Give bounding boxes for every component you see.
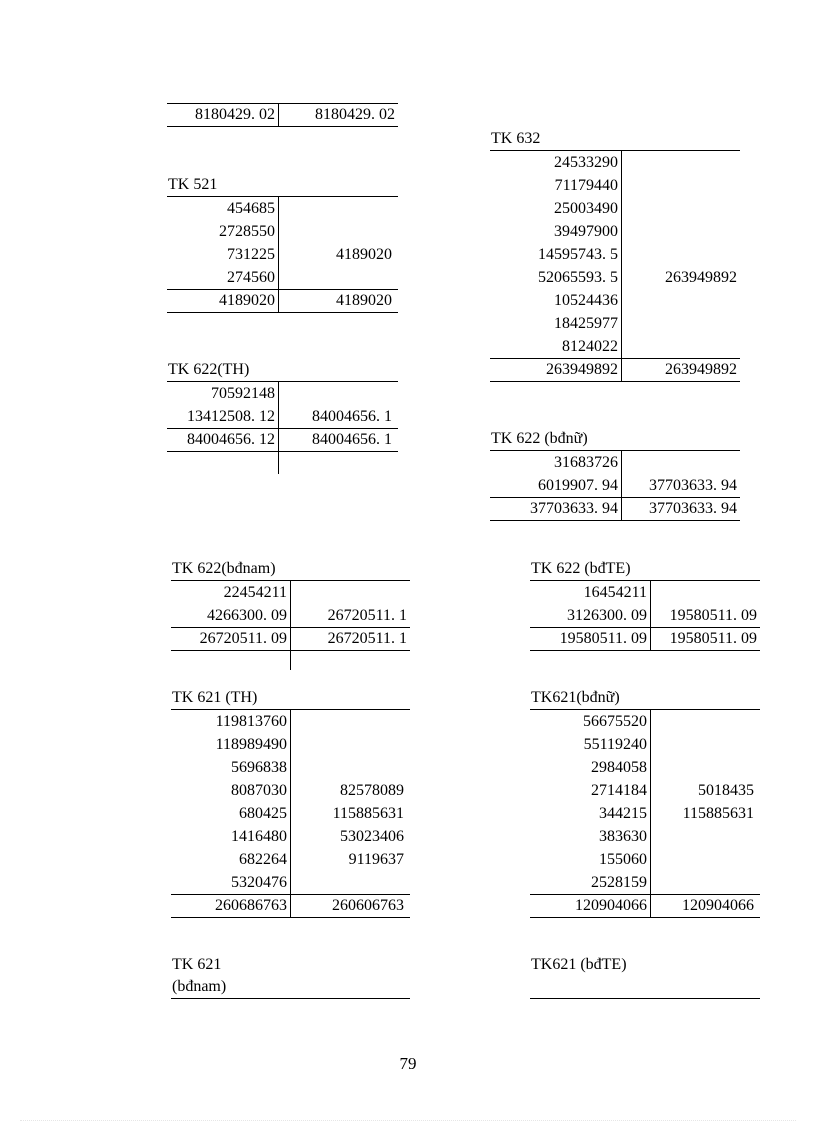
t-account-tail xyxy=(290,650,291,670)
credit-entry: 26720511. 1 xyxy=(327,607,407,624)
account-title: TK 622(bđnam) xyxy=(171,558,410,581)
credit-entry: 5018435 xyxy=(698,782,754,799)
account-title: TK 632 xyxy=(490,128,740,151)
debit-entry: 55119240 xyxy=(583,736,647,753)
page-edge-divider xyxy=(20,1120,796,1121)
debit-total: 37703633. 94 xyxy=(530,500,618,517)
debit-entry: 6019907. 94 xyxy=(538,477,618,494)
debit-entry: 383630 xyxy=(599,828,647,845)
account-tk621-bdnu xyxy=(530,687,760,918)
debit-total: 260686763 xyxy=(215,897,287,914)
debit-entry: 1416480 xyxy=(231,828,287,845)
credit-entry: 9119637 xyxy=(348,851,404,868)
credit-total: 263949892 xyxy=(665,361,737,378)
debit-entry: 39497900 xyxy=(554,223,618,240)
debit-entry: 344215 xyxy=(599,805,647,822)
account-tk521 xyxy=(167,174,398,313)
account-tk632 xyxy=(490,128,740,382)
credit-total: 26720511. 1 xyxy=(327,630,407,647)
account-tk621-th xyxy=(171,687,410,918)
debit-entry: 71179440 xyxy=(554,177,618,194)
debit-entry: 155060 xyxy=(599,851,647,868)
debit-entry: 4266300. 09 xyxy=(207,607,287,624)
debit-entry: 18425977 xyxy=(554,315,618,332)
debit-entry: 3126300. 09 xyxy=(567,607,647,624)
account-title: TK 621 (TH) xyxy=(171,687,410,710)
debit-total: 4189020 xyxy=(219,292,275,309)
debit-total: 26720511. 09 xyxy=(199,630,287,647)
credit-entry: 263949892 xyxy=(665,269,737,286)
debit-entry: 274560 xyxy=(227,269,275,286)
credit-entry: 115885631 xyxy=(332,805,404,822)
account-title: TK 521 xyxy=(167,174,398,197)
account-title: TK 622 (bđnữ) xyxy=(490,428,740,451)
credit-entry: 4189020 xyxy=(336,246,392,263)
debit-total: 120904066 xyxy=(575,897,647,914)
page-number: 79 xyxy=(399,1054,417,1073)
debit-entry: 5696838 xyxy=(231,759,287,776)
credit-total: 19580511. 09 xyxy=(669,630,757,647)
credit-entry: 84004656. 1 xyxy=(312,408,392,425)
debit-entry: 682264 xyxy=(239,851,287,868)
credit-entry: 19580511. 09 xyxy=(669,607,757,624)
debit-entry: 14595743. 5 xyxy=(538,246,618,263)
credit-entry: 115885631 xyxy=(682,805,754,822)
account-title-line: TK 621 xyxy=(172,956,222,973)
debit-entry: 31683726 xyxy=(554,454,618,471)
debit-entry: 2528159 xyxy=(591,874,647,891)
credit-entry: 53023406 xyxy=(340,828,404,845)
account-tk621-bdte xyxy=(530,954,760,999)
account-title-line: (bđnam) xyxy=(172,978,227,995)
account-tk621-bdnam xyxy=(171,954,410,999)
account-tk622-bdnu xyxy=(490,428,740,521)
debit-entry: 13412508. 12 xyxy=(187,408,275,425)
account-title: TK621(bđnữ) xyxy=(530,687,760,710)
debit-entry: 118989490 xyxy=(215,736,287,753)
debit-entry: 2728550 xyxy=(219,223,275,240)
debit-entry: 70592148 xyxy=(211,385,275,402)
debit-entry: 119813760 xyxy=(215,713,287,730)
debit-entry: 2984058 xyxy=(591,759,647,776)
t-account-tail xyxy=(278,451,279,474)
account-title: TK 622(TH) xyxy=(167,359,398,382)
debit-entry: 16454211 xyxy=(583,584,647,601)
account-title xyxy=(171,954,410,999)
credit-entry: 37703633. 94 xyxy=(649,477,737,494)
debit-entry: 10524436 xyxy=(554,292,618,309)
credit-total: 37703633. 94 xyxy=(649,500,737,517)
top-total-left: 8180429. 02 xyxy=(195,106,275,123)
top-totals xyxy=(167,103,398,127)
debit-entry: 52065593. 5 xyxy=(538,269,618,286)
account-title xyxy=(530,954,760,999)
account-title: TK 622 (bđTE) xyxy=(530,558,760,581)
debit-total: 19580511. 09 xyxy=(559,630,647,647)
debit-entry: 8124022 xyxy=(562,338,618,355)
debit-entry: 56675520 xyxy=(583,713,647,730)
credit-entry: 82578089 xyxy=(340,782,404,799)
debit-entry: 454685 xyxy=(227,200,275,217)
debit-entry: 5320476 xyxy=(231,874,287,891)
debit-entry: 22454211 xyxy=(223,584,287,601)
account-tk622-bdte xyxy=(530,558,760,651)
top-total-right: 8180429. 02 xyxy=(315,106,395,123)
account-tk622-bdnam xyxy=(171,558,410,651)
credit-total: 120904066 xyxy=(682,897,754,914)
debit-total: 263949892 xyxy=(546,361,618,378)
account-tk622-th xyxy=(167,359,398,452)
account-title-line: TK621 (bđTE) xyxy=(531,956,627,973)
credit-total: 260606763 xyxy=(332,897,404,914)
debit-entry: 24533290 xyxy=(554,154,618,171)
debit-entry: 25003490 xyxy=(554,200,618,217)
debit-entry: 731225 xyxy=(227,246,275,263)
debit-entry: 680425 xyxy=(239,805,287,822)
debit-entry: 2714184 xyxy=(591,782,647,799)
credit-total: 4189020 xyxy=(336,292,392,309)
debit-total: 84004656. 12 xyxy=(187,431,275,448)
debit-entry: 8087030 xyxy=(231,782,287,799)
credit-total: 84004656. 1 xyxy=(312,431,392,448)
